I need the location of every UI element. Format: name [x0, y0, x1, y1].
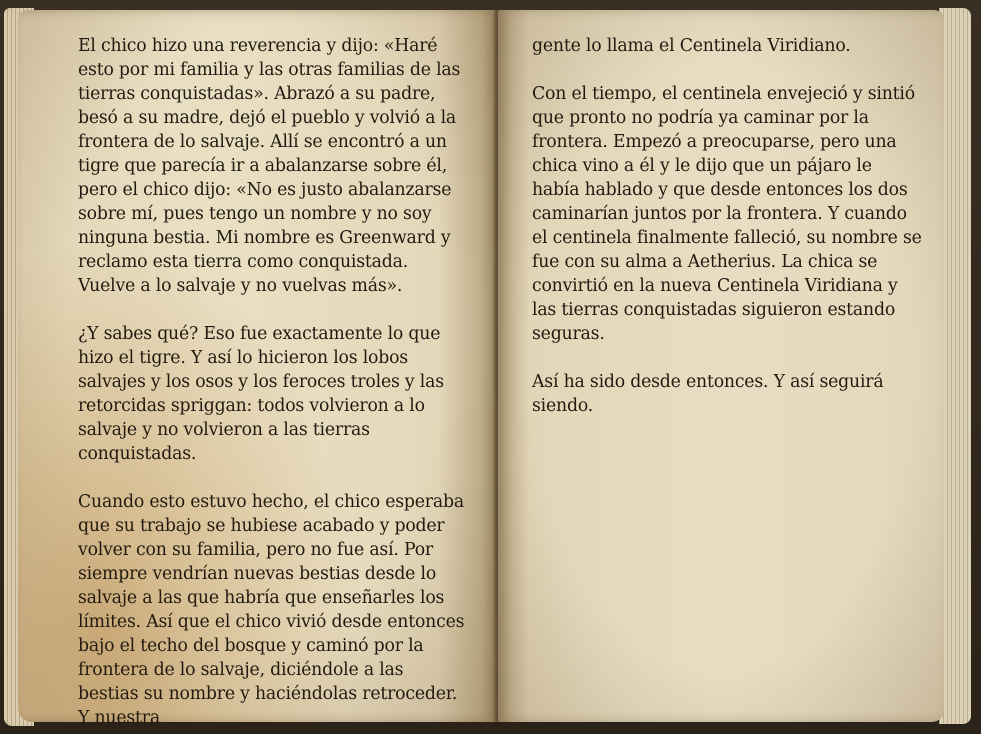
right-paragraph-2: Con el tiempo, el centinela envejeció y sintió que pronto no podría ya caminar por la frontera. Empezó a preocuparse, pero una chica vino a él y le dijo que un pájaro le había hablado y que desde entonces los dos caminarían juntos por la frontera. Y cuando el centinela finalmente falleció, su nombre se fue con su alma a Aetherius. La chica se convirtió en la nueva Centinela Viridiana y las tierras conquistadas siguieron estando seguras.: [532, 84, 922, 344]
left-page[interactable]: [18, 10, 496, 728]
right-page[interactable]: [498, 10, 944, 722]
right-paragraph-3: Así ha sido desde entonces. Y así seguirá siendo.: [532, 372, 884, 416]
left-paragraph-1: El chico hizo una reverencia y dijo: «Haré esto por mi familia y las otras familias de las tierras conquistadas». Abrazó a su padre, besó a su madre, dejó el pueblo y volvió a la frontera de lo salvaje. Allí se encontró a un tigre que parecía ir a abalanzarse sobre él, pero el chico dijo: «No es justo abalanzarse sobre mí, pues tengo un nombre y no soy ninguna bestia. Mi nombre es Greenward y reclamo esta tierra como conquistada. Vuelve a lo salvaje y no vuelvas más».: [78, 36, 461, 296]
left-paragraph-2: ¿Y sabes qué? Eso fue exactamente lo que hizo el tigre. Y así lo hicieron los lobos salvajes y los osos y los feroces troles y las retorcidas spriggan: todos volvieron a lo salvaje y no volvieron a las tierras conquistadas.: [78, 324, 444, 464]
right-paragraph-1: gente lo llama el Centinela Viridiano.: [532, 36, 851, 56]
left-paragraph-3: Cuando esto estuvo hecho, el chico esperaba que su trabajo se hubiese acabado y poder volver con su familia, pero no fue así. Por siempre vendrían nuevas bestias desde lo salvaje a las que habría que enseñarles los límites. Así que el chico vivió desde entonces bajo el techo del bosque y caminó por la frontera de lo salvaje, diciéndole a las bestias su nombre y haciéndolas retroceder. Y nuestra: [78, 492, 465, 728]
